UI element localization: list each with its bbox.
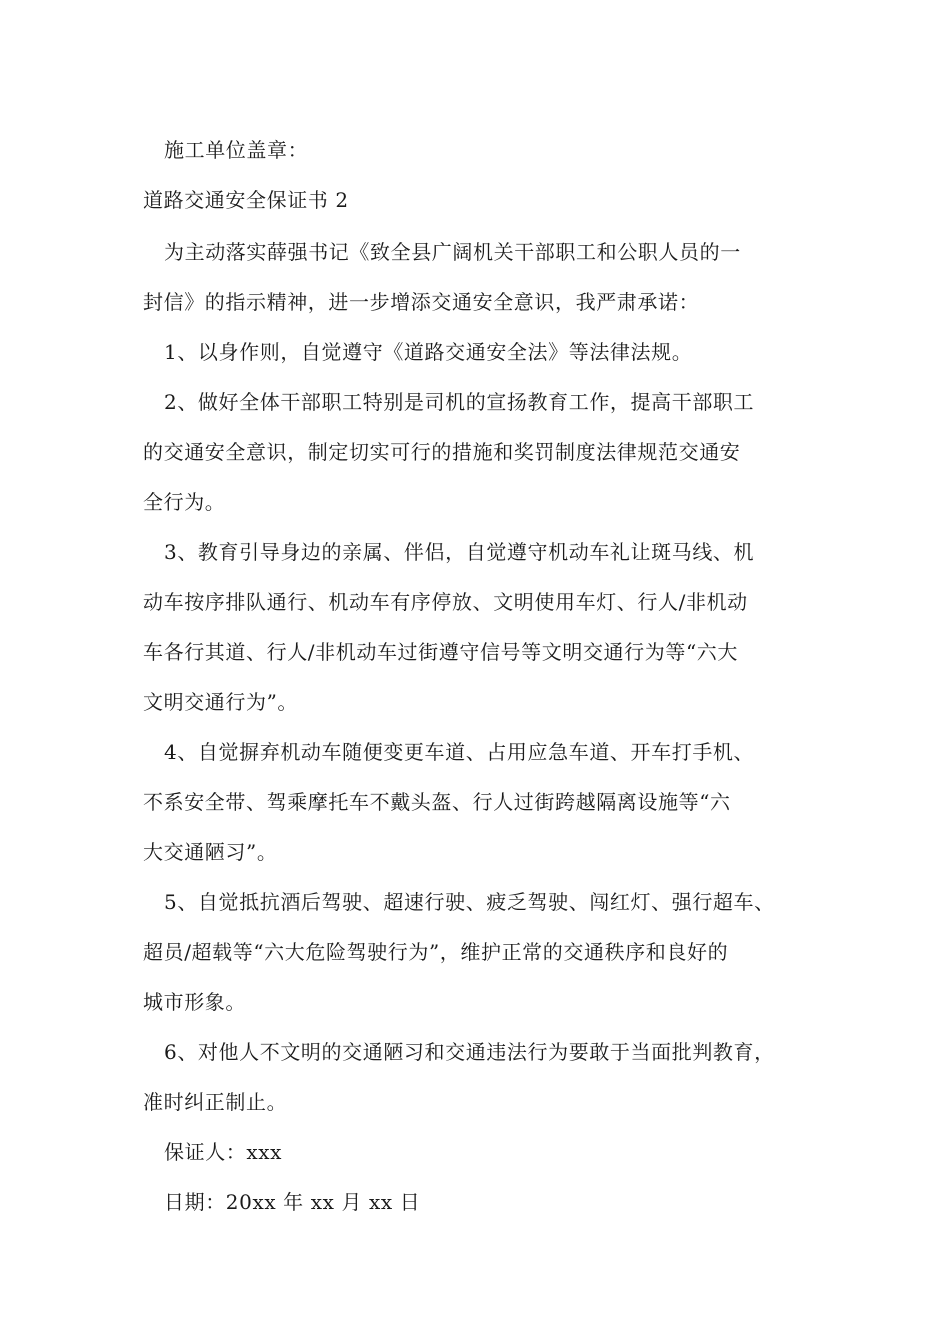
item-5-line-3: 城市形象。 xyxy=(143,990,246,1014)
item-2-line-2: 的交通安全意识，制定切实可行的措施和奖罚制度法律规范交通安 xyxy=(143,440,741,464)
date-line: 日期：20xx 年 xx 月 xx 日 xyxy=(164,1190,421,1214)
item-4-line-3: 大交通陋习”。 xyxy=(143,840,278,864)
item-6-line-1: 6、对他人不文明的交通陋习和交通违法行为要敢于当面批判教育， xyxy=(164,1040,775,1064)
guarantor-line: 保证人：xxx xyxy=(164,1140,283,1164)
item-4-line-1: 4、自觉摒弃机动车随便变更车道、占用应急车道、开车打手机、 xyxy=(164,740,755,764)
intro-line-2: 封信》的指示精神，进一步增添交通安全意识，我严肃承诺： xyxy=(143,290,700,314)
item-3-line-1: 3、教育引导身边的亲属、伴侣，自觉遵守机动车礼让斑马线、机 xyxy=(164,540,755,564)
intro-line-1: 为主动落实薛强书记《致全县广阔机关干部职工和公职人员的一 xyxy=(164,240,741,264)
item-3-line-4: 文明交通行为”。 xyxy=(143,690,299,714)
item-6-line-2: 准时纠正制止。 xyxy=(143,1090,288,1114)
item-4-line-2: 不系安全带、驾乘摩托车不戴头盔、行人过街跨越隔离设施等“六 xyxy=(143,790,731,814)
item-2-line-1: 2、做好全体干部职工特别是司机的宣扬教育工作，提高干部职工 xyxy=(164,390,755,414)
item-1-line-1: 1、以身作则，自觉遵守《道路交通安全法》等法律法规。 xyxy=(164,340,693,364)
stamp-line: 施工单位盖章： xyxy=(164,138,309,162)
document-title: 道路交通安全保证书 2 xyxy=(143,188,349,212)
item-5-line-1: 5、自觉抵抗酒后驾驶、超速行驶、疲乏驾驶、闯红灯、强行超车、 xyxy=(164,890,775,914)
item-3-line-3: 车各行其道、行人/非机动车过街遵守信号等文明交通行为等“六大 xyxy=(143,640,738,664)
item-2-line-3: 全行为。 xyxy=(143,490,226,514)
item-5-line-2: 超员/超载等“六大危险驾驶行为”，维护正常的交通秩序和良好的 xyxy=(143,940,729,964)
item-3-line-2: 动车按序排队通行、机动车有序停放、文明使用车灯、行人/非机动 xyxy=(143,590,748,614)
